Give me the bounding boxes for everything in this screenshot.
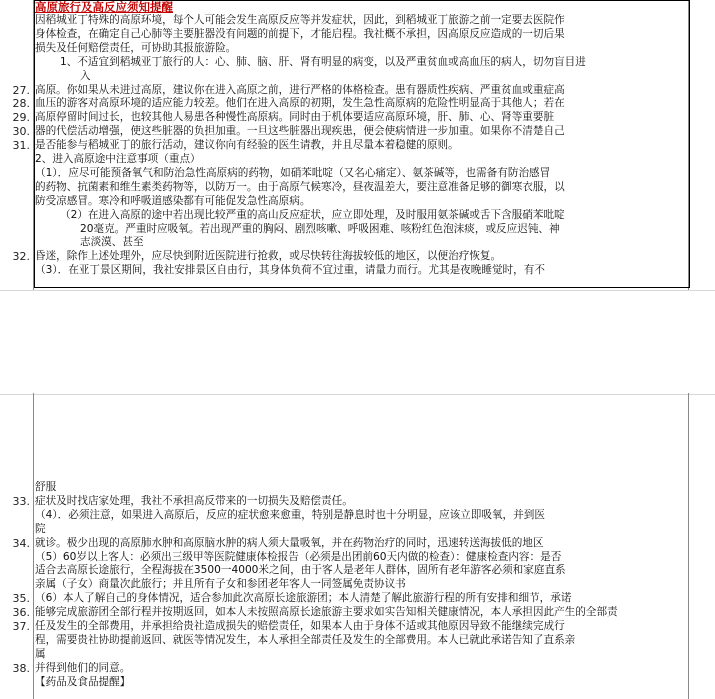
row-text: 就诊。极少出现的高原肺水肿和高原脑水肿的病人须大量吸氧，并在药物治疗的同时，迅速转送海拔低的地区 (35, 536, 544, 549)
row-number: 35. (12, 592, 30, 606)
row-text: 任及发生的全部费用，并承担给贵社造成损失的赔偿责任，如果本人由于身体不适或其他原因导致不能继续完成行 (35, 620, 565, 632)
row-text: 院 (35, 522, 46, 535)
row-number: 34. (12, 536, 30, 550)
row-number: 37. (12, 620, 30, 633)
row-text: 身体检查，在确定自己心肺等主要脏器没有问题的前提下，才能启程。我社概不承担，因高原反应造成的一切后果 (35, 27, 565, 40)
row-text: 防受凉感冒。寒冷和呼吸道感染都有可能促发急性高原病。 (35, 194, 311, 207)
row-text: （1）．应尽可能预备氧气和防治急性高原病的药物，如硝苯吡啶（又名心痛定）、氨茶碱等，也需备有防治感冒 (35, 166, 551, 179)
row-text: 2、进入高原途中注意事项（重点） (35, 153, 201, 165)
row-text: 亲属（子女）商量次此旅行；并且所有子女和参团老年客人一同签属免责协议书 (35, 578, 406, 591)
row-number: 38. (12, 661, 30, 675)
row-text: 症状及时找店家处理，我社不承担高反带来的一切损失及赔偿责任。 (35, 494, 353, 507)
row-number: 31. (12, 139, 30, 153)
row-text: 高原停留时间过长，也较其他人易患各种慢性高原病。同时由于机体要适应高原环境，肝、肺、心、肾等重要脏 (35, 111, 555, 124)
row-number: 30. (12, 125, 30, 139)
row-text: 器的代偿活动增强，使这些脏器的负担加重。一旦这些脏器出现疾患，便会使病情进一步加重。如果你不清楚自己 (35, 125, 565, 138)
row-text: 20毫克。严重时应吸氧。若出现严重的胸闷、剧烈咳嗽、呼吸困难、咳粉红色泡沫痰，或反应迟钝、神 (80, 222, 560, 235)
row-text: 是否能参与稻城亚丁的旅行活动，建议你向有经验的医生请教，并且尽量本着稳健的原则。 (35, 139, 459, 152)
row-text: （5）60岁以上客人：必须出三级甲等医院健康体检报告（必须是出团前60天内做的检查）：健康检查内容：是否 (35, 550, 562, 563)
row-text: 属 (35, 647, 46, 660)
doc-title: 高原旅行及高反应须知提醒 (35, 1, 173, 14)
row-text: （6）本人了解自己的身体情况，适合参加此次高原长途旅游团；本人清楚了解此旅游行程的所有安排和细节，承诺 (35, 592, 572, 605)
row-number: 27. (12, 83, 30, 97)
row-text: 入 (80, 69, 91, 82)
row-number: 36. (12, 606, 30, 620)
row-number: 28. (12, 97, 30, 111)
row-text: 昏迷，除作上述处理外，应尽快到附近医院进行抢救，或尽快转往海拔较低的地区，以便治疗恢复。 (35, 250, 502, 263)
row-text: （2）在进入高原的途中若出现比较严重的高山反应症状，应立即处理，及时服用氨茶碱或舌下含服硝苯吡啶 (60, 208, 565, 221)
page-break-gap (0, 290, 715, 395)
row-text: 1、不适宜到稻城亚丁旅行的人：心、肺、脑、肝、肾有明显的病变，以及严重贫血或高血压的病人，切勿盲目进 (60, 55, 586, 68)
row-number: 32. (12, 250, 30, 264)
row-text: 并得到他们的同意。 (35, 661, 131, 674)
row-text: 适合去高原长途旅行，全程海拔在3500一4000米之间，由于客人是老年人群体，固所有老年游客必须和家庭直系 (35, 564, 566, 577)
row-text: （3）．在亚丁景区期间，我社安排景区自由行，其身体负荷不宜过重，请量力而行。尤其是夜晚睡觉时，有不 (35, 264, 545, 277)
column-border-left-bottom (33, 393, 34, 699)
row-text: 舒服 (35, 481, 57, 493)
row-text: 损失及任何赔偿责任，可协助其报旅游险。 (35, 41, 237, 54)
row-text: 的药物、抗菌素和维生素类药物等，以防万一。由于高原气候寒冷，昼夜温差大，要注意准备足够的御寒衣服，以 (35, 180, 565, 193)
row-text: 因稻城亚丁特殊的高原环境，每个人可能会发生高原反应等并发症状，因此，到稻城亚丁旅游之前一定要去医院作 (35, 14, 565, 26)
row-text: 能够完成旅游团全部行程并按期返回，如本人未按照高原长途旅游主要求如实告知相关健康情况，本人承担因此产生的全部责 (35, 606, 618, 619)
row-text: 高原。你如果从未进过高原，建议你在进入高原之前，进行严格的体格检查。患有器质性疾病、严重贫血或重症高 (35, 83, 565, 96)
row-number: 29. (12, 111, 30, 125)
row-number: 33. (12, 494, 30, 508)
row-text: 【药品及食品提醒】 (35, 675, 131, 688)
column-border-right-bottom (688, 393, 689, 699)
row-text: 志淡漠、甚至 (80, 236, 144, 249)
row-text: （4）．必须注意，如果进入高原后，反应的症状愈来愈重，特别是静息时也十分明显，应该立即吸氧，并到医 (35, 508, 545, 521)
row-text: 血压的游客对高原环境的适应能力较差。他们在进入高原的初期，发生急性高原病的危险性明显高于其他人；若在 (35, 97, 565, 110)
row-text: 程，需要贵社协助提前返回、就医等情况发生，本人承担全部责任及发生的全部费用。本人已就此承诺告知了直系亲 (35, 633, 576, 646)
